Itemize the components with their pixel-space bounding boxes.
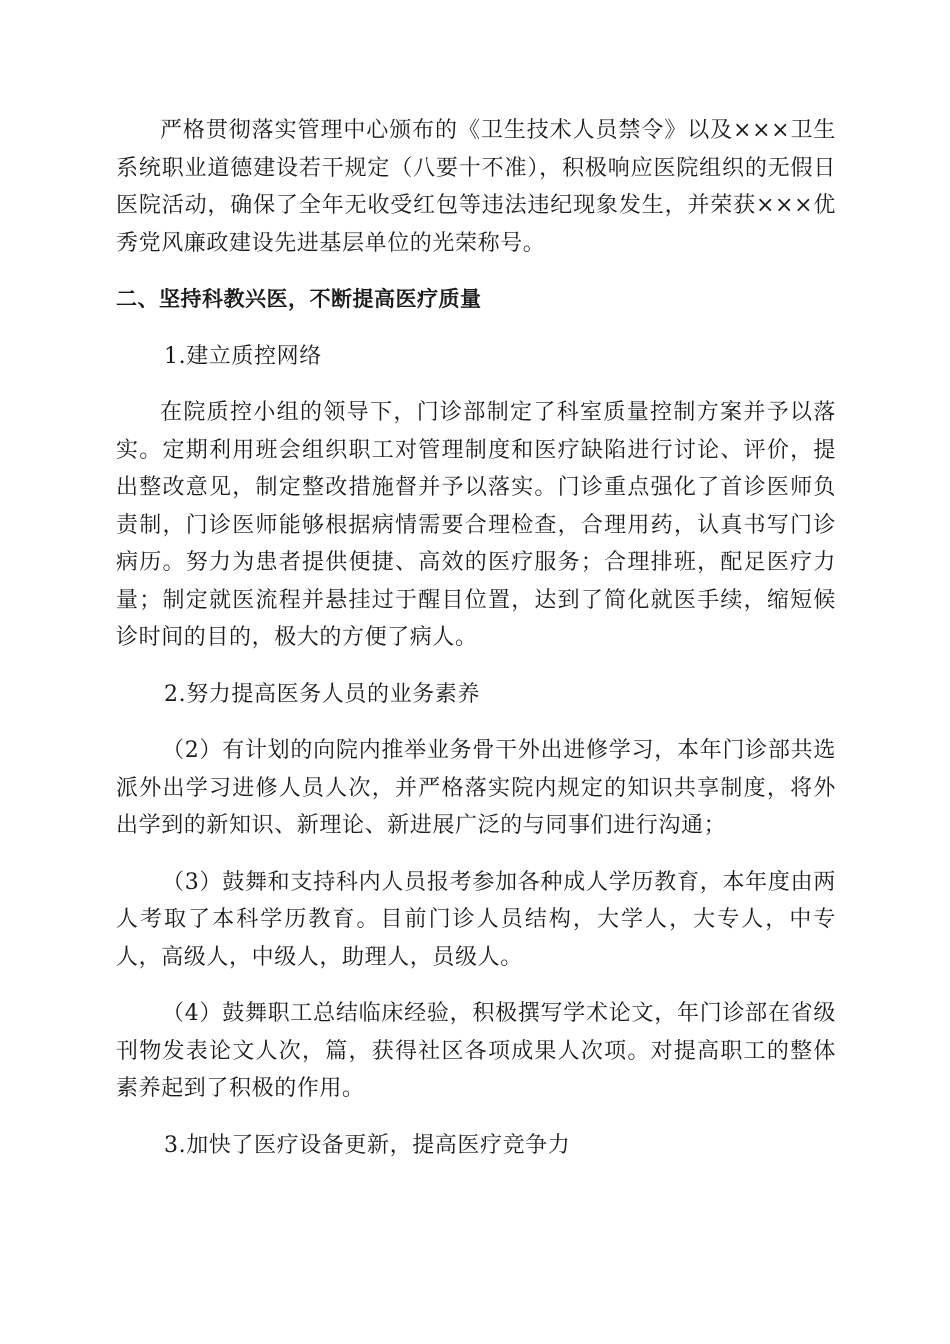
document-page	[116, 112, 836, 1183]
subsection-title-3: 3.加快了医疗设备更新，提高医疗竞争力	[164, 1132, 571, 1158]
intro-paragraph: 严格贯彻落实管理中心颁布的《卫生技术人员禁令》以及×××卫生系统职业道德建设若干规定（八要十不准），积极响应医院组织的无假日医院活动，确保了全年无收受红包等违法违纪现象发生，并荣获×××优秀党风廉政建设先进基层单位的光荣称号。	[116, 118, 836, 256]
subsection-title-2: 2.努力提高医务人员的业务素养	[164, 681, 480, 707]
list-item-3: （3）鼓舞和支持科内人员报考参加各种成人学历教育，本年度由两人考取了本科学历教育。目前门诊人员结构，大学人，大专人，中专人，高级人，中级人，助理人，员级人。	[116, 869, 836, 970]
list-item-4: （4）鼓舞职工总结临床经验，积极撰写学术论文，年门诊部在省级刊物发表论文人次，篇，获得社区各项成果人次项。对提高职工的整体素养起到了积极的作用。	[116, 1001, 836, 1101]
section-heading: 二、坚持科教兴医，不断提高医疗质量	[116, 287, 482, 311]
list-item-2: （2）有计划的向院内推举业务骨干外出进修学习，本年门诊部共选派外出学习进修人员人次，并严格落实院内规定的知识共享制度，将外出学到的新知识、新理论、新进展广泛的与同事们进行沟通；	[116, 738, 836, 838]
subsection-paragraph-1: 在院质控小组的领导下，门诊部制定了科室质量控制方案并予以落实。定期利用班会组织职工对管理制度和医疗缺陷进行讨论、评价，提出整改意见，制定整改措施督并予以落实。门诊重点强化了首诊医师负责制，门诊医师能够根据病情需要合理检查，合理用药，认真书写门诊病历。努力为患者提供便捷、高效的医疗服务；合理排班，配足医疗力量；制定就医流程并悬挂过于醒目位置，达到了简化就医手续，缩短候诊时间的目的，极大的方便了病人。	[116, 400, 836, 650]
subsection-title-1: 1.建立质控网络	[164, 343, 322, 369]
